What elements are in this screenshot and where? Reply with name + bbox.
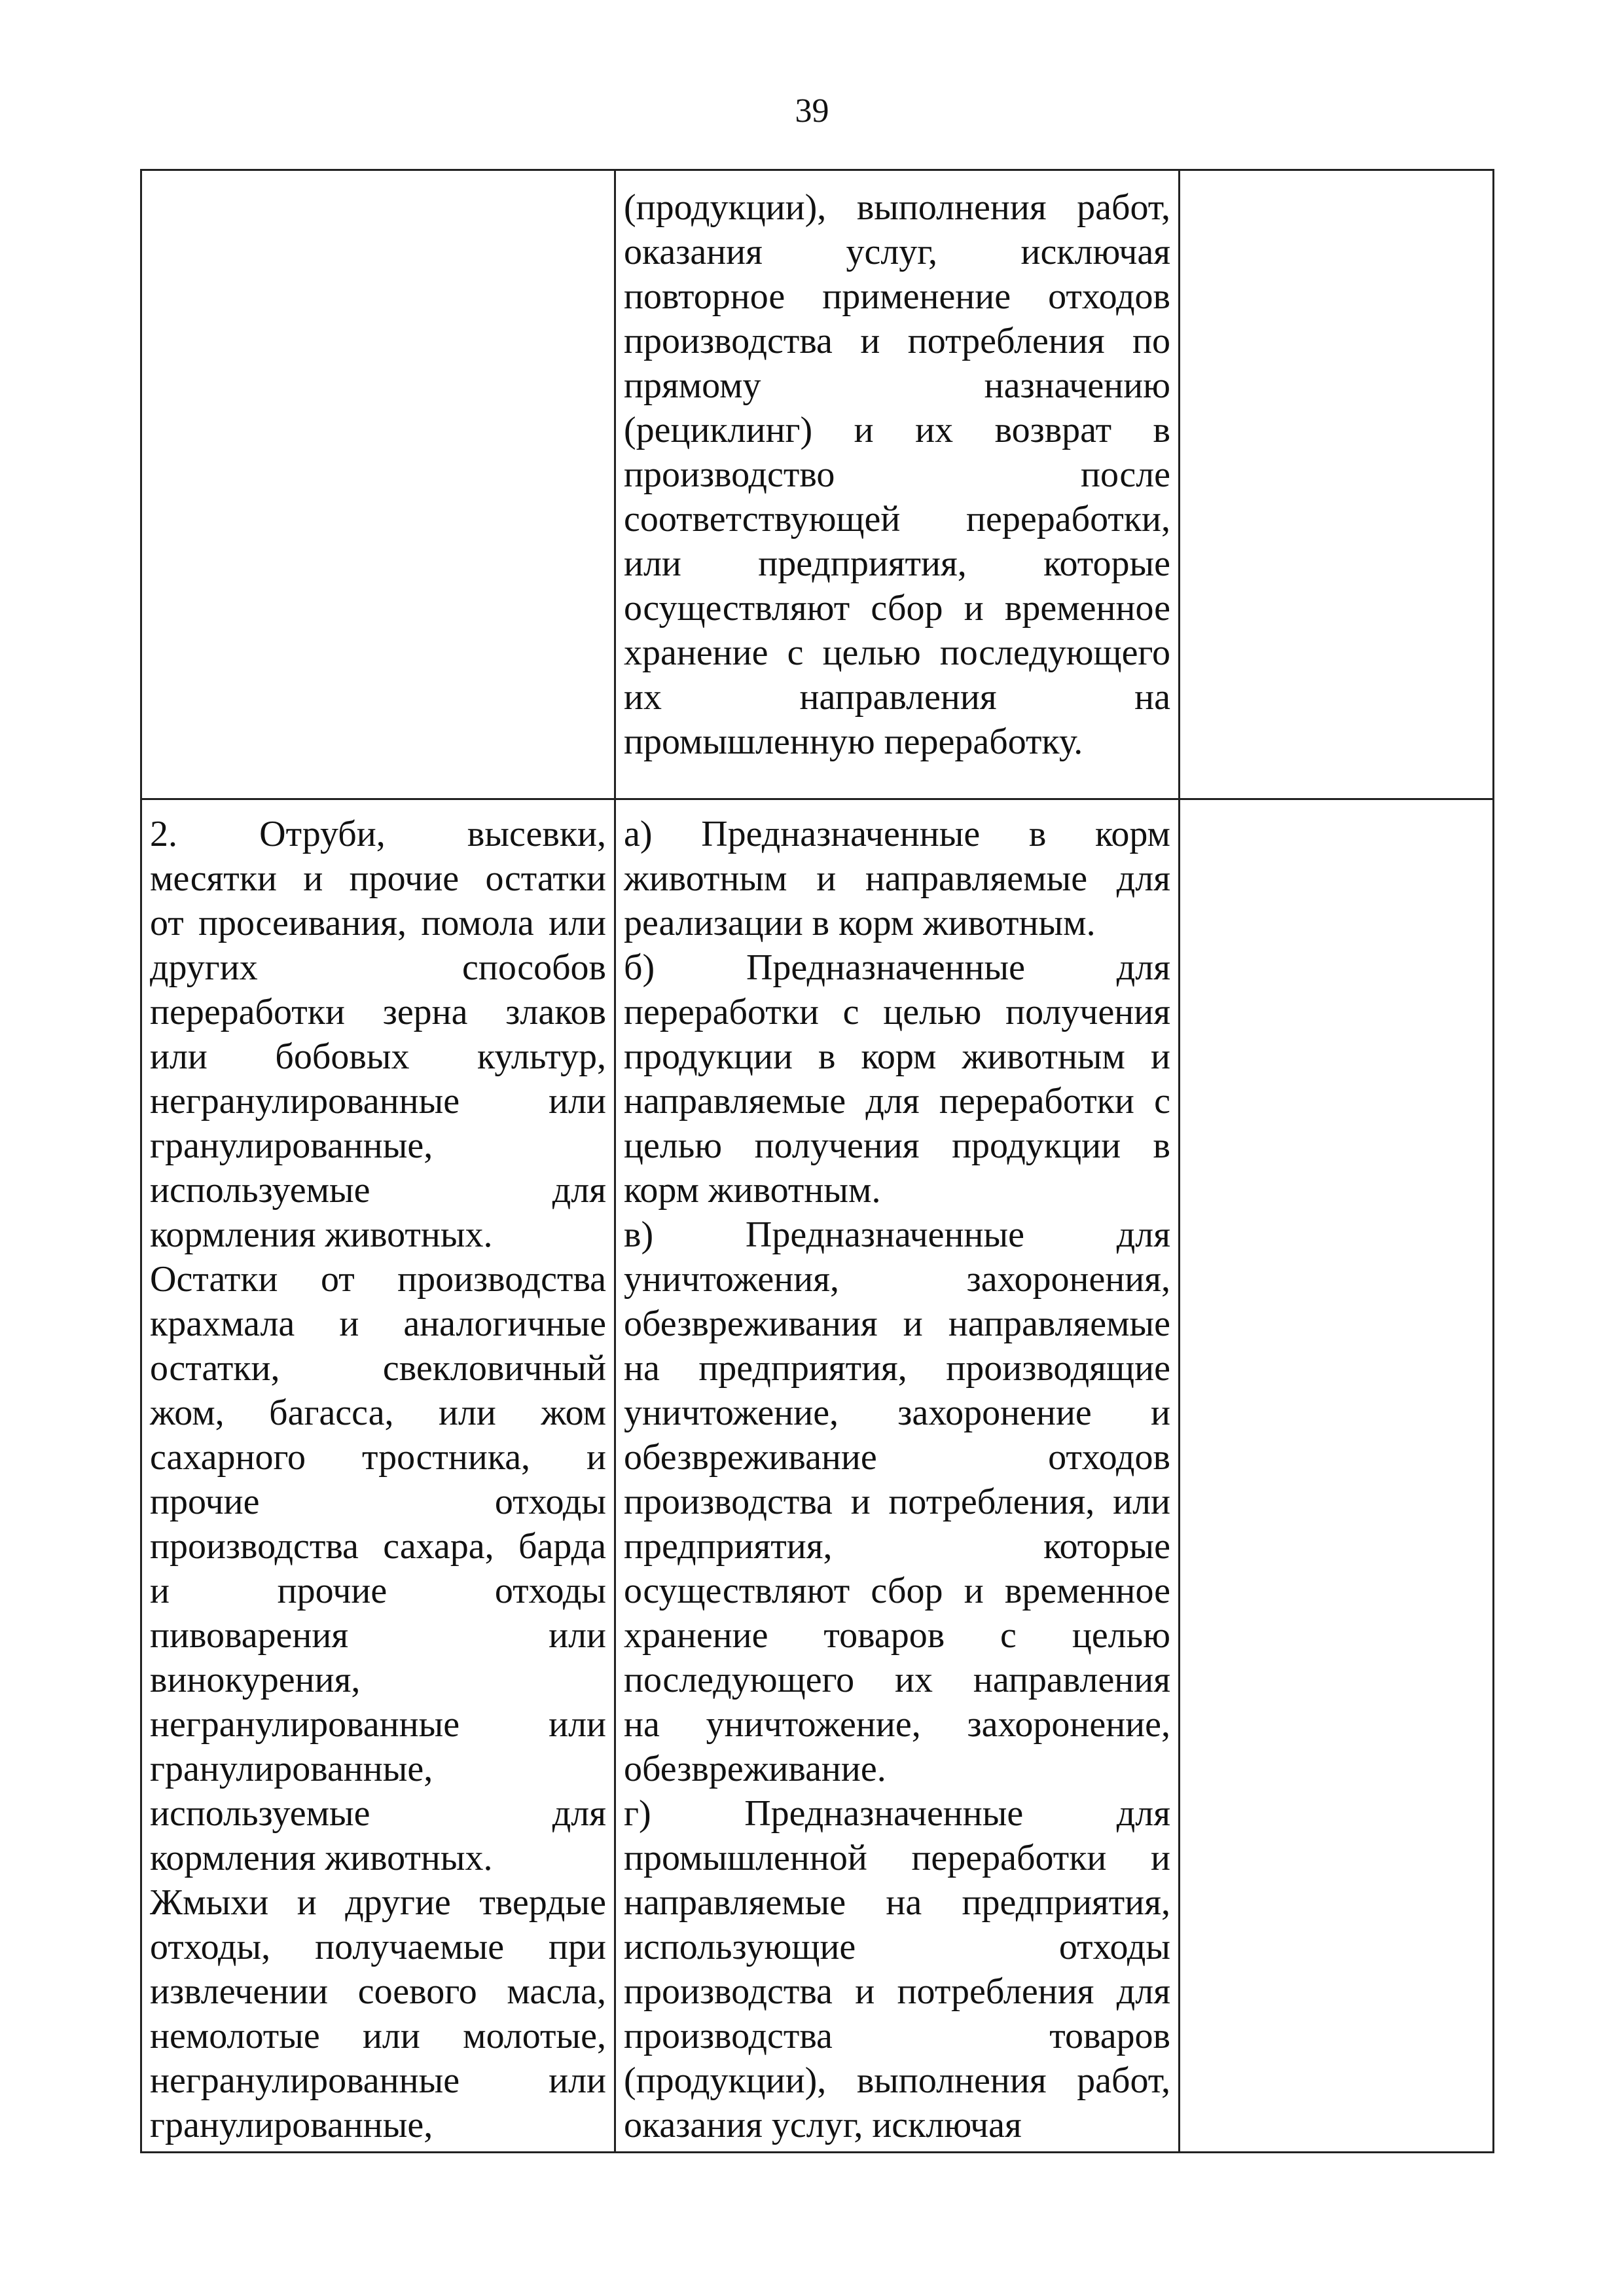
text-line: их направления на: [624, 677, 1170, 718]
text-line: используемые для: [150, 1793, 606, 1834]
text-line: месятки и прочие остатки: [150, 858, 606, 899]
text-line: оказания услуг, исключая: [624, 2105, 1022, 2145]
row2-col1-cell: [141, 799, 615, 2153]
text-line: направляемые на предприятия,: [624, 1882, 1170, 1923]
text-line: обезвреживание.: [624, 1749, 886, 1789]
text-line: на предприятия, производящие: [624, 1348, 1170, 1389]
table-row: [141, 799, 1494, 2153]
text-line: Жмыхи и другие твердые: [150, 1882, 606, 1923]
text-line: продукции в корм животным и: [624, 1036, 1170, 1077]
text-line: крахмала и аналогичные: [150, 1303, 606, 1344]
text-line: гранулированные,: [150, 2105, 433, 2145]
text-line: кормления животных.: [150, 1838, 493, 1878]
text-line: направляемые для переработки с: [624, 1081, 1170, 1121]
row2-col2-text: [624, 812, 1170, 2147]
text-line: производство после: [624, 454, 1170, 495]
text-line: отходы, получаемые при: [150, 1927, 606, 1967]
text-line: переработки с целью получения: [624, 992, 1170, 1032]
text-line: и прочие отходы: [150, 1571, 606, 1611]
text-line: гранулированные,: [150, 1125, 433, 1166]
text-line: производства сахара, барда: [150, 1526, 606, 1567]
text-line: целью получения продукции в: [624, 1125, 1170, 1166]
text-line: переработки зерна злаков: [150, 992, 606, 1032]
text-line: сахарного тростника, и: [150, 1437, 606, 1478]
text-line: винокурения,: [150, 1660, 361, 1700]
text-line: (продукции), выполнения работ,: [624, 187, 1170, 228]
text-line: негранулированные или: [150, 2060, 606, 2101]
text-line: гранулированные,: [150, 1749, 433, 1789]
page-number: 39: [795, 92, 829, 130]
text-line: предприятия, которые: [624, 1526, 1170, 1567]
text-line: производства и потребления для: [624, 1971, 1170, 2012]
text-line: пивоварения или: [150, 1615, 606, 1656]
text-line: используемые для: [150, 1170, 606, 1211]
text-line: уничтожения, захоронения,: [624, 1259, 1170, 1300]
table-row: [141, 170, 1494, 799]
text-line: осуществляют сбор и временное: [624, 1571, 1170, 1611]
text-line: производства товаров: [624, 2016, 1170, 2056]
text-line: хранение товаров с целью: [624, 1615, 1170, 1656]
text-line: последующего их направления: [624, 1660, 1170, 1700]
row2-col2-cell: [615, 799, 1180, 2153]
row1-col1-cell: [141, 170, 615, 799]
text-line: обезвреживания и направляемые: [624, 1303, 1170, 1344]
text-line: извлечении соевого масла,: [150, 1971, 606, 2012]
text-line: негранулированные или: [150, 1704, 606, 1745]
text-line: осуществляют сбор и временное: [624, 588, 1170, 629]
text-line: производства и потребления, или: [624, 1482, 1170, 1522]
row2-col3-cell: [1180, 799, 1494, 2153]
row1-col2-cell: [615, 170, 1180, 799]
text-line: животным и направляемые для: [624, 858, 1170, 899]
text-line: оказания услуг, исключая: [624, 232, 1170, 272]
text-line: Остатки от производства: [150, 1259, 606, 1300]
text-line: на уничтожение, захоронение,: [624, 1704, 1170, 1745]
text-line: обезвреживание отходов: [624, 1437, 1170, 1478]
text-line: (рециклинг) и их возврат в: [624, 410, 1170, 450]
text-line: немолотые или молотые,: [150, 2016, 606, 2056]
text-line: повторное применение отходов: [624, 276, 1170, 317]
text-line: негранулированные или: [150, 1081, 606, 1121]
text-line: (продукции), выполнения работ,: [624, 2060, 1170, 2101]
text-line: прочие отходы: [150, 1482, 606, 1522]
text-line: уничтожение, захоронение и: [624, 1393, 1170, 1433]
text-line: от просеивания, помола или: [150, 903, 606, 943]
text-line: промышленной переработки и: [624, 1838, 1170, 1878]
text-line: реализации в корм животным.: [624, 903, 1096, 943]
text-line: или предприятия, которые: [624, 543, 1170, 584]
text-line: жом, багасса, или жом: [150, 1393, 606, 1433]
text-line: других способов: [150, 947, 606, 988]
text-line: в) Предназначенные для: [624, 1214, 1170, 1255]
text-line: кормления животных.: [150, 1214, 493, 1255]
text-line: производства и потребления по: [624, 321, 1170, 361]
text-line: промышленную переработку.: [624, 721, 1083, 762]
text-line: прямому назначению: [624, 365, 1170, 406]
row1-col3-cell: [1180, 170, 1494, 799]
row1-col2-text: [624, 185, 1170, 764]
text-line: корм животным.: [624, 1170, 881, 1211]
text-line: 2. Отруби, высевки,: [150, 814, 606, 854]
text-line: б) Предназначенные для: [624, 947, 1170, 988]
text-line: а) Предназначенные в корм: [624, 814, 1170, 854]
text-line: хранение с целью последующего: [624, 632, 1170, 673]
text-line: остатки, свекловичный: [150, 1348, 606, 1389]
text-line: соответствующей переработки,: [624, 499, 1170, 539]
document-table: [140, 169, 1494, 2153]
text-line: использующие отходы: [624, 1927, 1170, 1967]
row2-col1-text: [150, 812, 606, 2147]
text-line: г) Предназначенные для: [624, 1793, 1170, 1834]
text-line: или бобовых культур,: [150, 1036, 606, 1077]
